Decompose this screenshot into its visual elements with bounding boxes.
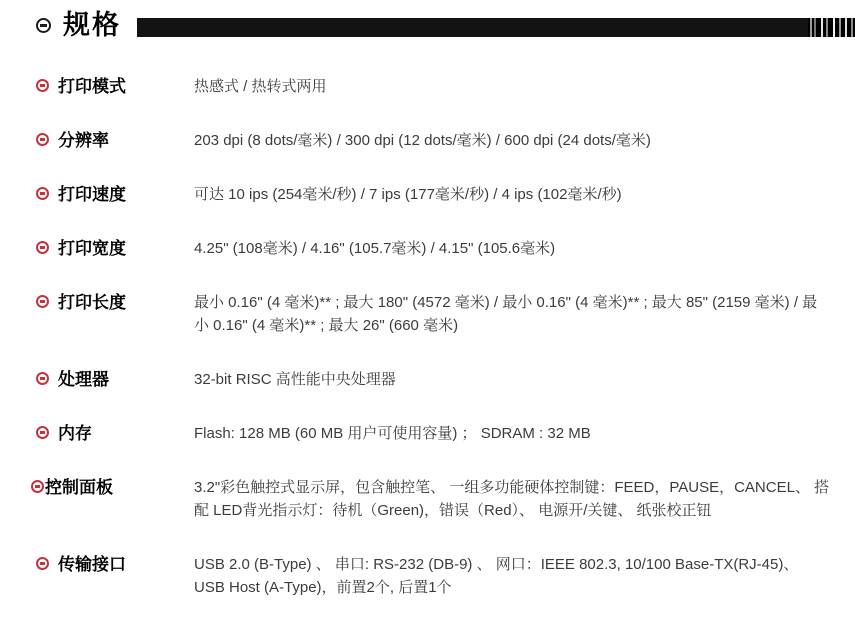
header-divider-bar	[137, 18, 855, 37]
spec-value: Flash: 128 MB (60 MB 用户可使用容量) ； SDRAM : 32 MB	[194, 425, 591, 442]
spec-value: 可达 10 ips (254毫米/秒) / 7 ips (177毫米/秒) / 4 ips (102毫米/秒)	[194, 186, 622, 203]
circled-minus-icon	[36, 295, 49, 308]
spec-row-print-speed	[36, 183, 855, 206]
spec-label: 打印长度	[58, 293, 126, 312]
circled-minus-icon	[36, 426, 49, 439]
barcode-decoration-icon	[808, 18, 855, 37]
spec-label: 打印模式	[58, 77, 126, 96]
spec-value: 203 dpi (8 dots/毫米) / 300 dpi (12 dots/毫米) / 600 dpi (24 dots/毫米)	[194, 132, 651, 149]
spec-value: 最小 0.16" (4 毫米)** ; 最大 180" (4572 毫米) / 最小 0.16" (4 毫米)** ; 最大 85" (2159 毫米) / 最小 0.16" (4 毫米)** ; 最大 26" (660 毫米)	[194, 294, 818, 334]
page-title: 规格	[63, 10, 121, 40]
spec-list	[0, 75, 855, 599]
spec-value: 32-bit RISC 高性能中央处理器	[194, 371, 396, 388]
spec-label: 处理器	[58, 370, 109, 389]
collapse-minus-icon[interactable]	[36, 18, 51, 33]
spec-label: 传输接口	[58, 555, 126, 574]
spec-row-print-width	[36, 237, 855, 260]
spec-row-control-panel	[36, 476, 855, 522]
circled-minus-icon	[36, 557, 49, 570]
spec-label: 分辨率	[58, 131, 109, 150]
spec-row-processor	[36, 368, 855, 391]
spec-value: 热感式 / 热转式两用	[194, 78, 327, 95]
circled-minus-icon	[36, 241, 49, 254]
spec-row-resolution	[36, 129, 855, 152]
spec-label: 打印速度	[58, 185, 126, 204]
circled-minus-icon	[36, 133, 49, 146]
circled-minus-icon	[36, 79, 49, 92]
spec-value: USB 2.0 (B-Type) 、 串口: RS-232 (DB-9) 、 网口：IEEE 802.3, 10/100 Base-TX(RJ-45)、 USB Host (A-Type)，前置2个, 后置1个	[194, 556, 799, 596]
spec-label: 打印宽度	[58, 239, 126, 258]
spec-row-print-length	[36, 291, 855, 337]
spec-label: 控制面板	[45, 478, 113, 497]
spec-row-print-mode	[36, 75, 855, 98]
section-header	[0, 0, 855, 41]
spec-value: 3.2"彩色触控式显示屏，包含触控笔、 一组多功能硬体控制键：FEED，PAUSE，CANCEL、 搭配 LED背光指示灯：待机（Green)，错误（Red）、 电源开/关键、 纸张校正钮	[194, 479, 830, 519]
spec-label: 内存	[58, 424, 92, 443]
spec-row-memory	[36, 422, 855, 445]
spec-row-interfaces	[36, 553, 855, 599]
spec-value: 4.25" (108毫米) / 4.16" (105.7毫米) / 4.15" (105.6毫米)	[194, 240, 556, 257]
circled-minus-icon	[36, 187, 49, 200]
circled-minus-icon	[36, 372, 49, 385]
circled-minus-icon	[31, 480, 44, 493]
